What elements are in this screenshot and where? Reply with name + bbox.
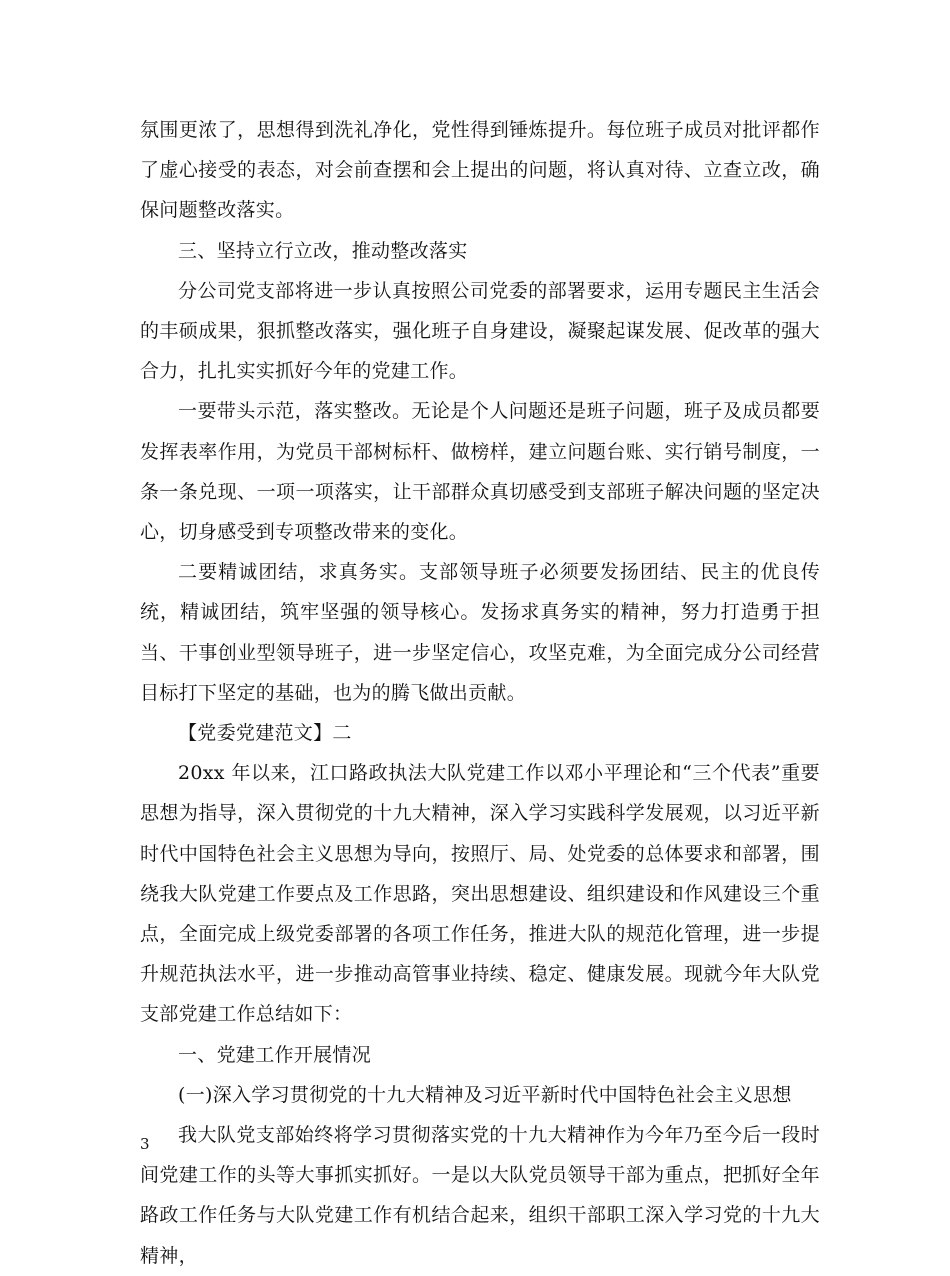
paragraph-4: 二要精诚团结，求真务实。支部领导班子必须要发扬团结、民主的优良传统，精诚团结，筑牢坚强的领导核心。发扬求真务实的精神，努力打造勇于担当、干事创业型领导班子，进一步坚定信心，攻坚克难，为全面完成分公司经营目标打下坚定的基础，也为的腾飞做出贡献。 (140, 561, 820, 704)
document-body (140, 110, 820, 1276)
paragraph-1: 氛围更浓了，思想得到洗礼净化，党性得到锤炼提升。每位班子成员对批评都作了虚心接受的表态，对会前查摆和会上提出的问题，将认真对待、立查立改，确保问题整改落实。 (140, 119, 820, 222)
section-heading-3: 三、坚持立行立改，推动整改落实 (178, 239, 468, 262)
subsection-heading-1: (一)深入学习贯彻党的十九大精神及习近平新时代中国特色社会主义思想 (178, 1083, 792, 1106)
section-heading-1: 一、党建工作开展情况 (178, 1043, 372, 1066)
paragraph-2: 分公司党支部将进一步认真按照公司党委的部署要求，运用专题民主生活会的丰硕成果，狠抓整改落实，强化班子自身建设，凝聚起谋发展、促改革的强大合力，扎扎实实抓好今年的党建工作。 (140, 279, 820, 383)
article-heading: 【党委党建范文】二 (178, 722, 352, 745)
paragraph-6: 我大队党支部始终将学习贯彻落实党的十九大精神作为今年乃至今后一段时间党建工作的头等大事抓实抓好。一是以大队党员领导干部为重点，把抓好全年路政工作任务与大队党建工作有机结合起来，组织干部职工深入学习党的十九大精神， (140, 1124, 820, 1267)
page-number: 3 (140, 1135, 150, 1153)
paragraph-3: 一要带头示范，落实整改。无论是个人问题还是班子问题，班子及成员都要发挥表率作用，为党员干部树标杆、做榜样，建立问题台账、实行销号制度，一条一条兑现、一项一项落实，让干部群众真切感受到支部班子解决问题的坚定决心，切身感受到专项整改带来的变化。 (140, 400, 820, 544)
paragraph-5: 20xx 年以来，江口路政执法大队党建工作以邓小平理论和“三个代表”重要思想为指导，深入贯彻党的十九大精神，深入学习实践科学发展观，以习近平新时代中国特色社会主义思想为导向，按照厅、局、处党委的总体要求和部署，围绕我大队党建工作要点及工作思路，突出思想建设、组织建设和作风建设三个重点，全面完成上级党委部署的各项工作任务，推进大队的规范化管理，进一步提升规范执法水平，进一步推动高管事业持续、稳定、健康发展。现就今年大队党支部党建工作总结如下： (140, 762, 820, 1026)
